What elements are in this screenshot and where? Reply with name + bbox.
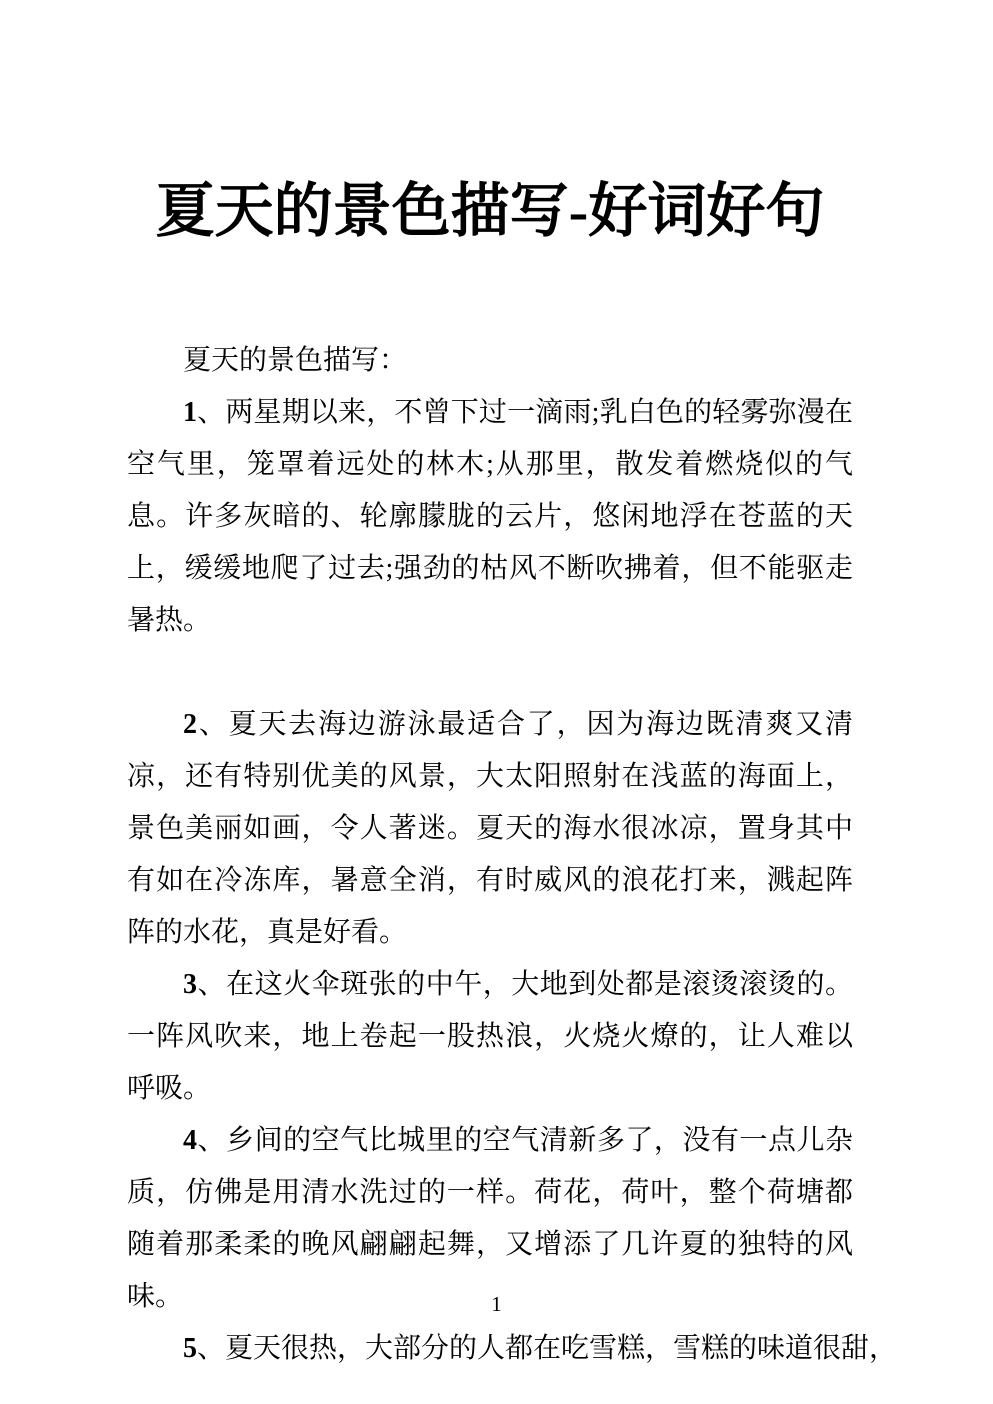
paragraph xyxy=(127,1323,898,1375)
paragraph-number: 5 xyxy=(183,1333,197,1364)
document-title: 夏天的景色描写-好词好句 xyxy=(155,178,825,244)
paragraph-number: 2 xyxy=(183,709,197,740)
paragraph-number: 4 xyxy=(183,1125,197,1156)
paragraph-number: 3 xyxy=(183,969,197,1000)
paragraph xyxy=(127,387,853,647)
page-number: 1 xyxy=(491,1292,502,1316)
paragraph xyxy=(127,1115,853,1323)
paragraph-text: 、两星期以来，不曾下过一滴雨;乳白色的轻雾弥漫在空气里，笼罩着远处的林木;从那里，散发着燃烧似的气息。许多灰暗的、轮廓朦胧的云片，悠闲地浮在苍蓝的天上，缓缓地爬了过去;强劲的枯风不断吹拂着，但不能驱走暑热。 xyxy=(127,397,853,636)
paragraph xyxy=(127,699,853,959)
paragraph-text: 、在这火伞斑张的中午，大地到处都是滚烫滚烫的。一阵风吹来，地上卷起一股热浪，火烧火燎的，让人难以呼吸。 xyxy=(127,969,853,1104)
paragraph-text: 、夏天很热，大部分的人都在吃雪糕，雪糕的味道很甜， xyxy=(197,1333,898,1364)
paragraph-text: 、夏天去海边游泳最适合了，因为海边既清爽又清凉，还有特别优美的风景，大太阳照射在浅蓝的海面上，景色美丽如画，令人著迷。夏天的海水很冰凉，置身其中有如在冷冻库，暑意全消，有时威风的浪花打来，溅起阵阵的水花，真是好看。 xyxy=(127,709,853,948)
paragraph xyxy=(127,959,853,1115)
intro-line: 夏天的景色描写： xyxy=(183,345,408,376)
document-body xyxy=(127,335,898,1375)
paragraph-text: 、乡间的空气比城里的空气清新多了，没有一点儿杂质，仿佛是用清水洗过的一样。荷花，荷叶，整个荷塘都随着那柔柔的晚风翩翩起舞，又增添了几许夏的独特的风味。 xyxy=(127,1125,853,1312)
paragraph-number: 1 xyxy=(183,397,197,428)
